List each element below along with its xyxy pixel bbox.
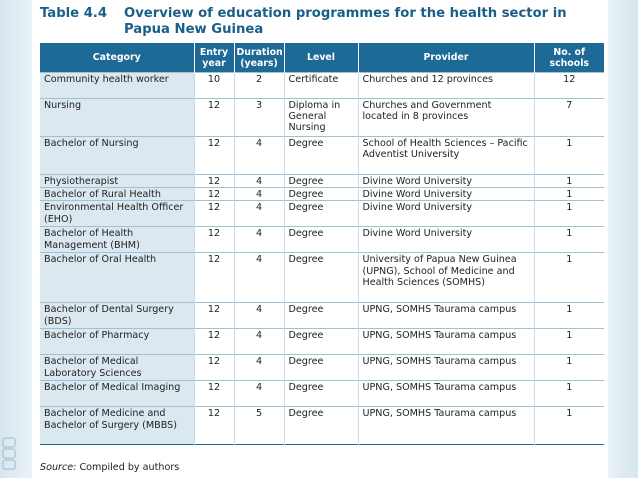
table-title-line2: Papua New Guinea (124, 22, 264, 37)
header-entry-year: Entry year (194, 43, 234, 73)
table-row (40, 175, 604, 188)
cell-duration: 4 (234, 188, 284, 201)
cell-category: Bachelor of Nursing (40, 137, 194, 175)
cell-provider: University of Papua New Guinea (UPNG), School of Medicine and Health Sciences (SOMHS) (358, 253, 534, 303)
source-label: Source: (40, 462, 77, 473)
cell-category: Physiotherapist (40, 175, 194, 188)
cell-provider: UPNG, SOMHS Taurama campus (358, 329, 534, 355)
cell-provider: Divine Word University (358, 188, 534, 201)
table-row (40, 329, 604, 355)
cell-provider: Divine Word University (358, 201, 534, 227)
cell-level: Diploma in General Nursing (284, 99, 358, 137)
cell-duration: 5 (234, 407, 284, 445)
cell-schools: 1 (534, 253, 604, 303)
cell-level: Degree (284, 329, 358, 355)
publisher-logo-icon (2, 436, 16, 470)
background-right (608, 0, 638, 478)
cell-schools: 7 (534, 99, 604, 137)
cell-entry-year: 12 (194, 99, 234, 137)
cell-level: Degree (284, 175, 358, 188)
cell-category: Bachelor of Pharmacy (40, 329, 194, 355)
table-row (40, 73, 604, 99)
source-text: Compiled by authors (79, 462, 180, 473)
cell-level: Degree (284, 303, 358, 329)
cell-duration: 4 (234, 201, 284, 227)
cell-provider: Divine Word University (358, 175, 534, 188)
cell-entry-year: 12 (194, 201, 234, 227)
cell-level: Degree (284, 201, 358, 227)
cell-duration: 4 (234, 175, 284, 188)
table-number: Table 4.4 (40, 6, 108, 21)
cell-duration: 4 (234, 253, 284, 303)
programmes-table (40, 43, 604, 445)
cell-provider: Divine Word University (358, 227, 534, 253)
source-note (40, 462, 179, 473)
cell-duration: 2 (234, 73, 284, 99)
cell-provider: UPNG, SOMHS Taurama campus (358, 381, 534, 407)
cell-provider: Churches and Government located in 8 provinces (358, 99, 534, 137)
cell-schools: 1 (534, 329, 604, 355)
cell-level: Degree (284, 381, 358, 407)
cell-category: Bachelor of Health Management (BHM) (40, 227, 194, 253)
cell-schools: 1 (534, 355, 604, 381)
table-row (40, 99, 604, 137)
cell-schools: 1 (534, 381, 604, 407)
cell-entry-year: 12 (194, 227, 234, 253)
cell-duration: 4 (234, 329, 284, 355)
header-no-of-schools: No. of schools (534, 43, 604, 73)
cell-entry-year: 12 (194, 381, 234, 407)
cell-category: Bachelor of Dental Surgery (BDS) (40, 303, 194, 329)
cell-category: Bachelor of Oral Health (40, 253, 194, 303)
table-row (40, 188, 604, 201)
cell-category: Bachelor of Medical Laboratory Sciences (40, 355, 194, 381)
cell-category: Bachelor of Rural Health (40, 188, 194, 201)
cell-entry-year: 12 (194, 175, 234, 188)
cell-provider: UPNG, SOMHS Taurama campus (358, 355, 534, 381)
header-provider: Provider (358, 43, 534, 73)
table-row (40, 253, 604, 303)
cell-schools: 1 (534, 303, 604, 329)
cell-entry-year: 12 (194, 253, 234, 303)
cell-duration: 4 (234, 355, 284, 381)
cell-entry-year: 12 (194, 188, 234, 201)
cell-provider: UPNG, SOMHS Taurama campus (358, 407, 534, 445)
cell-schools: 1 (534, 137, 604, 175)
cell-entry-year: 12 (194, 355, 234, 381)
cell-duration: 4 (234, 227, 284, 253)
table-row (40, 201, 604, 227)
cell-category: Community health worker (40, 73, 194, 99)
cell-level: Degree (284, 188, 358, 201)
cell-duration: 4 (234, 137, 284, 175)
cell-duration: 4 (234, 303, 284, 329)
cell-schools: 12 (534, 73, 604, 99)
background-left (0, 0, 30, 478)
table-row (40, 303, 604, 329)
cell-duration: 3 (234, 99, 284, 137)
cell-schools: 1 (534, 175, 604, 188)
table-row (40, 227, 604, 253)
cell-entry-year: 12 (194, 303, 234, 329)
cell-provider: Churches and 12 provinces (358, 73, 534, 99)
table-title (40, 6, 600, 38)
header-category: Category (40, 43, 194, 73)
header-duration: Duration (years) (234, 43, 284, 73)
cell-level: Degree (284, 253, 358, 303)
document-page (32, 0, 608, 478)
cell-schools: 1 (534, 407, 604, 445)
cell-schools: 1 (534, 188, 604, 201)
table-header-row (40, 43, 604, 73)
cell-level: Degree (284, 227, 358, 253)
cell-level: Degree (284, 355, 358, 381)
cell-schools: 1 (534, 227, 604, 253)
cell-entry-year: 12 (194, 137, 234, 175)
cell-level: Degree (284, 407, 358, 445)
cell-schools: 1 (534, 201, 604, 227)
cell-level: Certificate (284, 73, 358, 99)
cell-entry-year: 12 (194, 329, 234, 355)
cell-category: Environmental Health Officer (EHO) (40, 201, 194, 227)
table-row (40, 407, 604, 445)
table-row (40, 381, 604, 407)
cell-entry-year: 10 (194, 73, 234, 99)
table-row (40, 355, 604, 381)
table-row (40, 137, 604, 175)
cell-entry-year: 12 (194, 407, 234, 445)
cell-category: Nursing (40, 99, 194, 137)
cell-duration: 4 (234, 381, 284, 407)
cell-category: Bachelor of Medicine and Bachelor of Surgery (MBBS) (40, 407, 194, 445)
cell-category: Bachelor of Medical Imaging (40, 381, 194, 407)
cell-provider: UPNG, SOMHS Taurama campus (358, 303, 534, 329)
cell-level: Degree (284, 137, 358, 175)
cell-provider: School of Health Sciences – Pacific Adventist University (358, 137, 534, 175)
header-level: Level (284, 43, 358, 73)
table-title-line1: Overview of education programmes for the health sector in (124, 6, 567, 21)
